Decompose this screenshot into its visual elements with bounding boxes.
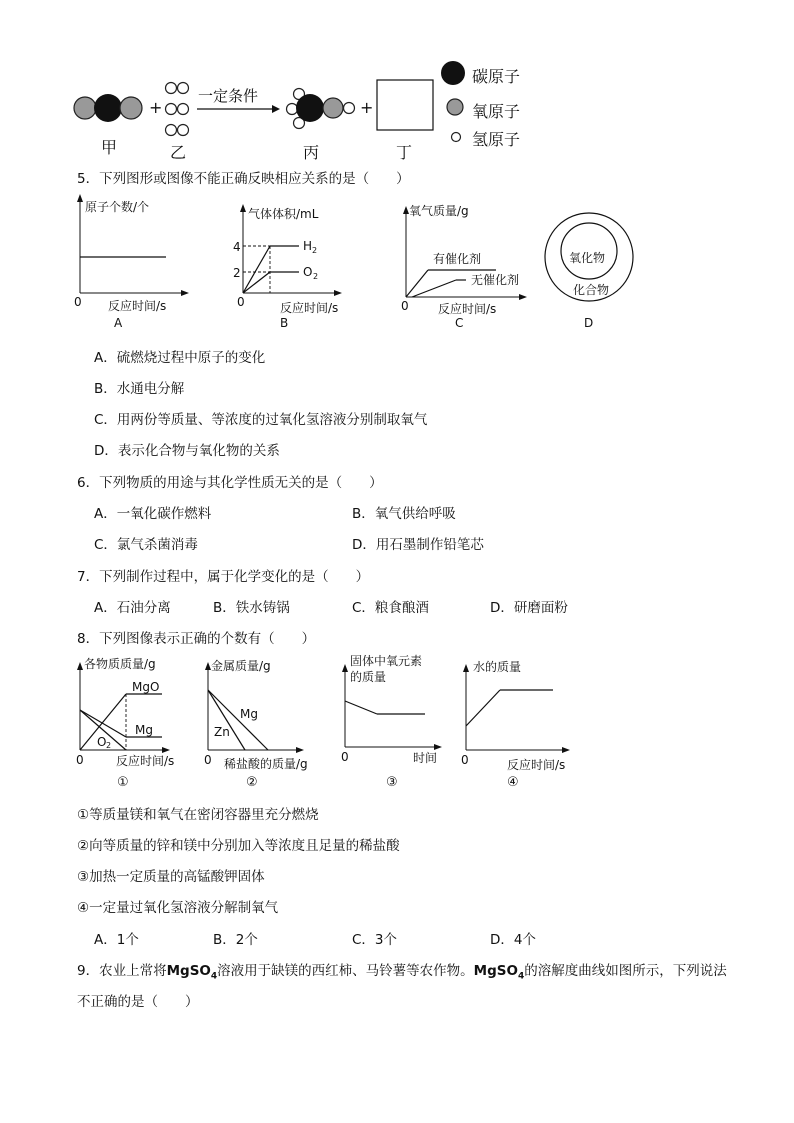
graph-b-xlabel: 反应时间/s xyxy=(280,301,339,315)
graph-c-with-catalyst: 有催化剂 xyxy=(433,252,482,266)
q9-line-1 xyxy=(77,959,727,982)
graph-d-inner: 氧化物 xyxy=(569,251,606,265)
graph-b-tick-4: 4 xyxy=(233,240,241,254)
graph-3-origin: 0 xyxy=(341,750,349,764)
q8-option-d: D．4个 xyxy=(490,932,536,948)
graph-1-ylabel: 各物质质量/g xyxy=(84,657,156,671)
graph-1-mg: Mg xyxy=(135,723,153,737)
q8-stem: 8．下列图像表示正确的个数有（ ） xyxy=(77,631,316,647)
q9-formula-2: MgSO$_4$ xyxy=(473,963,525,982)
graph-b xyxy=(233,204,342,330)
graph-c-tag: C xyxy=(455,316,464,330)
molecule-yi xyxy=(166,83,189,136)
graph-2-tag: ② xyxy=(246,775,258,790)
label-yi: 乙 xyxy=(170,143,187,162)
graph-d-tag: D xyxy=(584,316,594,330)
graph-1 xyxy=(76,656,174,790)
q8-option-a: A．1个 xyxy=(94,932,139,948)
oxygen-atom-icon xyxy=(447,99,463,115)
q8-option-b: B．2个 xyxy=(213,932,258,948)
hydrogen-atom-icon xyxy=(452,133,461,142)
graph-c-xlabel: 反应时间/s xyxy=(438,302,497,316)
graph-b-o2: O xyxy=(303,265,313,279)
graph-a-xlabel: 反应时间/s xyxy=(108,299,167,313)
graph-3-xlabel: 时间 xyxy=(413,751,438,765)
q6-option-b: B．氧气供给呼吸 xyxy=(352,506,456,522)
q6-stem: 6．下列物质的用途与其化学性质无关的是（ ） xyxy=(77,475,383,491)
q5-option-b: B．水通电分解 xyxy=(94,381,185,397)
q9-text-a: 9．农业上常将 xyxy=(77,963,167,979)
graph-b-ylabel: 气体体积/mL xyxy=(248,207,319,221)
graph-d xyxy=(545,213,633,330)
q9-text-c: 的溶解度曲线如图所示，下列说法 xyxy=(524,963,727,979)
q8-item-2: ②向等质量的锌和镁中分别加入等浓度且足量的稀盐酸 xyxy=(77,838,400,854)
graph-c xyxy=(401,203,527,330)
legend-carbon: 碳原子 xyxy=(472,67,521,86)
graph-2-ylabel: 金属质量/g xyxy=(211,659,271,673)
q5-stem: 5．下列图形或图像不能正确反映相应关系的是（ ） xyxy=(77,171,410,187)
q5-graphs xyxy=(0,190,794,335)
q8-graphs xyxy=(0,650,794,795)
q7-option-d: D．研磨面粉 xyxy=(490,600,568,616)
graph-4-ylabel: 水的质量 xyxy=(473,660,522,674)
q5-option-a: A．硫燃烧过程中原子的变化 xyxy=(94,350,266,366)
graph-1-xlabel: 反应时间/s xyxy=(116,754,175,768)
graph-3 xyxy=(341,653,442,790)
graph-c-no-catalyst: 无催化剂 xyxy=(471,273,520,287)
q6-option-a: A．一氧化碳作燃料 xyxy=(94,506,212,522)
q9-line-2: 不正确的是（ ） xyxy=(77,994,199,1010)
q5-option-c: C．用两份等质量、等浓度的过氧化氢溶液分别制取氧气 xyxy=(94,412,428,428)
graph-b-h2-sub: 2 xyxy=(312,246,318,255)
graph-1-origin: 0 xyxy=(76,753,84,767)
graph-b-origin: 0 xyxy=(237,295,245,309)
q6-option-c: C．氯气杀菌消毒 xyxy=(94,537,198,553)
plus-sign-2: + xyxy=(360,98,374,117)
graph-b-h2: H xyxy=(303,239,313,253)
q6-option-d: D．用石墨制作铅笔芯 xyxy=(352,537,484,553)
graph-b-tag: B xyxy=(280,316,289,330)
carbon-atom-icon xyxy=(441,61,465,85)
graph-2 xyxy=(204,658,308,790)
graph-2-origin: 0 xyxy=(204,753,212,767)
q7-stem: 7．下列制作过程中，属于化学变化的是（ ） xyxy=(77,569,370,585)
graph-b-tick-2: 2 xyxy=(233,266,241,280)
graph-b-o2-sub: 2 xyxy=(313,272,319,281)
q7-option-b: B．铁水铸锅 xyxy=(213,600,290,616)
graph-2-zn: Zn xyxy=(214,725,230,739)
legend-oxygen: 氧原子 xyxy=(472,102,521,121)
graph-3-ylabel-1: 固体中氧元素 xyxy=(350,654,423,668)
plus-sign-1: + xyxy=(149,98,163,117)
graph-4-origin: 0 xyxy=(461,753,469,767)
graph-4 xyxy=(461,659,570,790)
graph-4-tag: ④ xyxy=(507,775,519,790)
graph-1-o2: O xyxy=(97,735,107,749)
graph-a xyxy=(74,194,189,330)
label-jia: 甲 xyxy=(101,138,118,157)
molecule-bing xyxy=(287,89,355,129)
graph-a-ylabel: 原子个数/个 xyxy=(85,200,150,214)
graph-3-ylabel-2: 的质量 xyxy=(350,670,387,684)
label-bing: 丙 xyxy=(303,143,320,162)
graph-1-mgo: MgO xyxy=(132,680,160,694)
graph-3-tag: ③ xyxy=(386,775,398,790)
q8-item-4: ④一定量过氧化氢溶液分解制氧气 xyxy=(77,900,279,916)
legend-hydrogen: 氢原子 xyxy=(472,130,521,149)
q8-item-1: ①等质量镁和氧气在密闭容器里充分燃烧 xyxy=(77,807,319,823)
q9-formula-1: MgSO$_4$ xyxy=(166,963,218,982)
graph-1-o2-sub: 2 xyxy=(106,741,112,750)
graph-1-tag: ① xyxy=(117,775,129,790)
graph-2-xlabel: 稀盐酸的质量/g xyxy=(224,757,308,771)
q9-text-b: 溶液用于缺镁的西红柿、马铃薯等农作物。 xyxy=(217,963,474,979)
label-ding: 丁 xyxy=(396,143,413,162)
q7-option-c: C．粮食酿酒 xyxy=(352,600,429,616)
molecule-jia xyxy=(74,94,142,122)
q7-option-a: A．石油分离 xyxy=(94,600,171,616)
molecule-ding-box xyxy=(377,80,433,130)
graph-a-tag: A xyxy=(114,316,123,330)
graph-2-mg: Mg xyxy=(240,707,258,721)
q5-option-d: D．表示化合物与氧化物的关系 xyxy=(94,443,280,459)
q8-item-3: ③加热一定质量的高锰酸钾固体 xyxy=(77,869,265,885)
reaction-condition: 一定条件 xyxy=(198,87,259,105)
q8-option-c: C．3个 xyxy=(352,932,398,948)
graph-c-origin: 0 xyxy=(401,299,409,313)
graph-d-outer: 化合物 xyxy=(573,283,610,297)
graph-c-ylabel: 氧气质量/g xyxy=(409,204,469,218)
graph-4-xlabel: 反应时间/s xyxy=(507,758,566,772)
graph-a-origin: 0 xyxy=(74,295,82,309)
